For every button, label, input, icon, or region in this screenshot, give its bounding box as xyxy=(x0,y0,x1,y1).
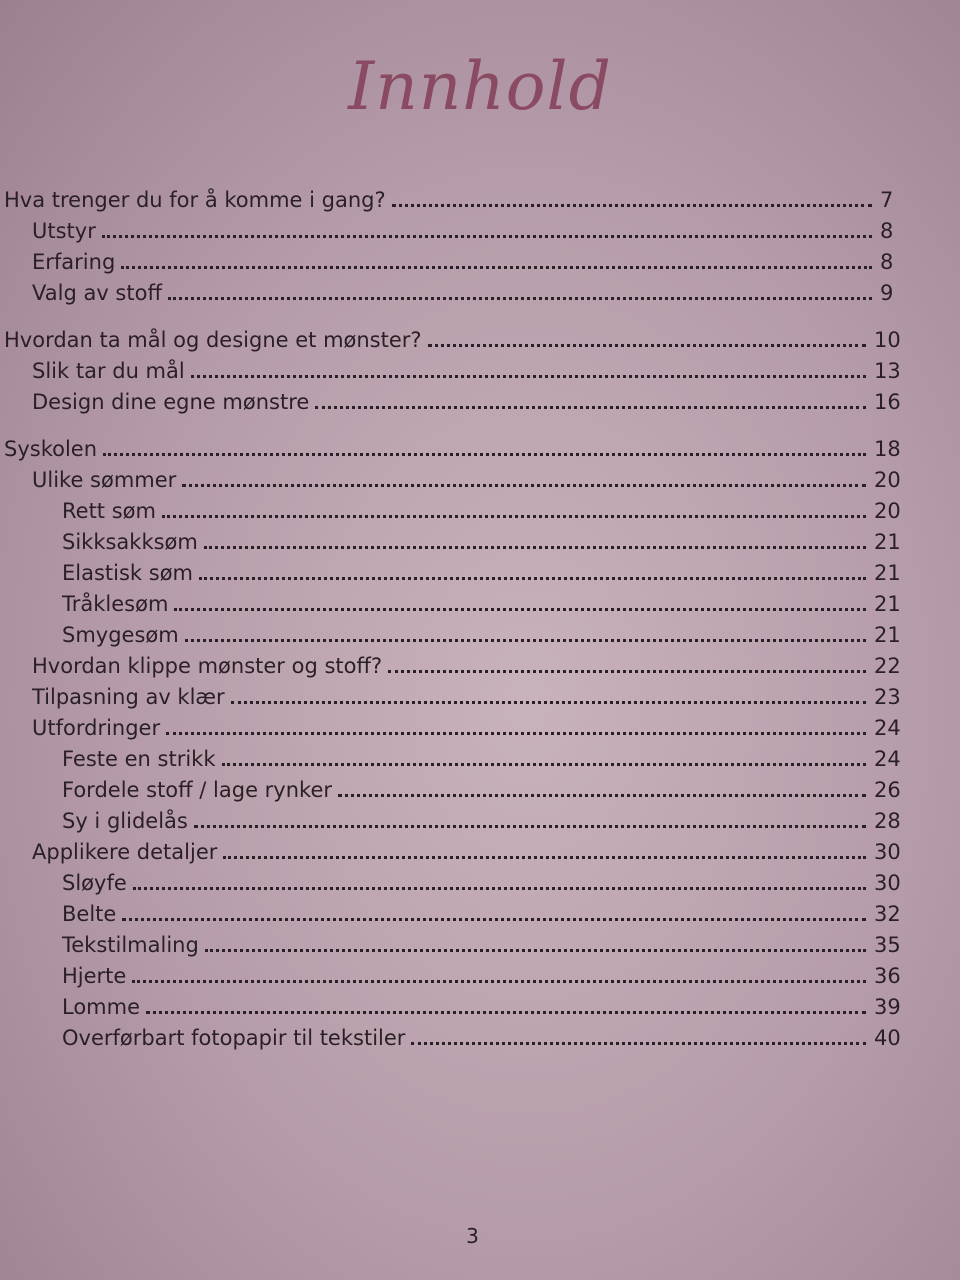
toc-entry xyxy=(0,431,960,462)
dot-leader xyxy=(103,452,866,456)
toc-entry-label: Hvordan ta mål og designe et mønster? xyxy=(4,328,422,352)
toc-entry-label: Feste en strikk xyxy=(62,747,216,771)
toc-entry-page: 8 xyxy=(880,219,894,243)
toc-entry xyxy=(0,803,960,834)
toc-entry-page: 26 xyxy=(874,778,901,802)
toc-entry-label: Valg av stoff xyxy=(32,281,162,305)
toc-entry xyxy=(0,617,960,648)
dot-leader xyxy=(191,374,866,378)
dot-leader xyxy=(205,948,866,952)
toc-section xyxy=(0,182,960,306)
toc-entry-page: 32 xyxy=(874,902,901,926)
table-of-contents xyxy=(0,182,960,1067)
dot-leader xyxy=(428,343,866,347)
dot-leader xyxy=(194,824,866,828)
toc-entry-page: 24 xyxy=(874,716,901,740)
toc-entry-page: 18 xyxy=(874,437,901,461)
dot-leader xyxy=(185,638,866,642)
toc-entry-page: 21 xyxy=(874,592,901,616)
dot-leader xyxy=(204,545,866,549)
toc-entry xyxy=(0,353,960,384)
toc-entry-page: 8 xyxy=(880,250,894,274)
toc-entry-label: Applikere detaljer xyxy=(32,840,218,864)
toc-section xyxy=(0,431,960,1051)
toc-entry xyxy=(0,384,960,415)
toc-entry-label: Tilpasning av klær xyxy=(32,685,225,709)
toc-entry-label: Lomme xyxy=(62,995,141,1019)
toc-entry xyxy=(0,1020,960,1051)
dot-leader xyxy=(132,979,866,983)
toc-entry xyxy=(0,524,960,555)
dot-leader xyxy=(162,514,866,518)
toc-entry-label: Hvordan klippe mønster og stoff? xyxy=(32,654,383,678)
toc-entry xyxy=(0,586,960,617)
toc-entry-page: 20 xyxy=(874,499,901,523)
toc-entry-label: Hjerte xyxy=(62,964,127,988)
toc-entry-page: 10 xyxy=(874,328,901,352)
page-title: Innhold xyxy=(348,48,612,125)
toc-entry xyxy=(0,213,960,244)
dot-leader xyxy=(146,1010,866,1014)
toc-entry-page: 24 xyxy=(874,747,901,771)
toc-entry xyxy=(0,244,960,275)
toc-entry xyxy=(0,679,960,710)
toc-entry-label: Tekstilmaling xyxy=(62,933,199,957)
dot-leader xyxy=(166,731,866,735)
toc-entry-label: Ulike sømmer xyxy=(32,468,177,492)
toc-entry xyxy=(0,462,960,493)
dot-leader xyxy=(121,265,872,269)
toc-entry-page: 30 xyxy=(874,840,901,864)
toc-entry xyxy=(0,772,960,803)
toc-entry-label: Sikksakksøm xyxy=(62,530,198,554)
dot-leader xyxy=(315,405,866,409)
dot-leader xyxy=(102,234,872,238)
toc-entry-page: 22 xyxy=(874,654,901,678)
toc-entry-label: Sløyfe xyxy=(62,871,127,895)
toc-entry-label: Overførbart fotopapir til tekstiler xyxy=(62,1026,406,1050)
toc-entry xyxy=(0,493,960,524)
toc-entry-page: 36 xyxy=(874,964,901,988)
dot-leader xyxy=(223,855,866,859)
dot-leader xyxy=(231,700,866,704)
toc-entry-page: 21 xyxy=(874,561,901,585)
toc-entry-page: 21 xyxy=(874,530,901,554)
toc-entry-page: 40 xyxy=(874,1026,901,1050)
toc-entry-label: Erfaring xyxy=(32,250,116,274)
page-number: 3 xyxy=(466,1224,479,1248)
toc-entry-label: Slik tar du mål xyxy=(32,359,185,383)
toc-entry-page: 13 xyxy=(874,359,901,383)
dot-leader xyxy=(168,296,872,300)
dot-leader xyxy=(174,607,866,611)
toc-entry xyxy=(0,834,960,865)
toc-entry-page: 28 xyxy=(874,809,901,833)
toc-entry xyxy=(0,927,960,958)
toc-entry-page: 16 xyxy=(874,390,901,414)
toc-entry xyxy=(0,710,960,741)
toc-entry-label: Utfordringer xyxy=(32,716,161,740)
dot-leader xyxy=(388,669,866,673)
dot-leader xyxy=(338,793,866,797)
toc-entry-page: 35 xyxy=(874,933,901,957)
toc-entry-label: Elastisk søm xyxy=(62,561,194,585)
dot-leader xyxy=(182,483,866,487)
toc-entry-label: Sy i glidelås xyxy=(62,809,188,833)
toc-entry-label: Syskolen xyxy=(4,437,98,461)
toc-entry-label: Utstyr xyxy=(32,219,96,243)
toc-entry-label: Design dine egne mønstre xyxy=(32,390,310,414)
toc-entry xyxy=(0,322,960,353)
toc-entry-label: Rett søm xyxy=(62,499,156,523)
toc-entry xyxy=(0,958,960,989)
toc-entry-page: 21 xyxy=(874,623,901,647)
dot-leader xyxy=(222,762,867,766)
toc-entry-page: 7 xyxy=(880,188,894,212)
toc-entry-page: 23 xyxy=(874,685,901,709)
toc-entry-label: Belte xyxy=(62,902,117,926)
toc-entry xyxy=(0,865,960,896)
toc-entry xyxy=(0,989,960,1020)
toc-entry xyxy=(0,182,960,213)
toc-entry-label: Tråklesøm xyxy=(62,592,169,616)
toc-entry xyxy=(0,741,960,772)
toc-entry-page: 9 xyxy=(880,281,894,305)
dot-leader xyxy=(411,1041,866,1045)
dot-leader xyxy=(392,203,872,207)
dot-leader xyxy=(133,886,866,890)
toc-entry-page: 20 xyxy=(874,468,901,492)
toc-entry xyxy=(0,555,960,586)
toc-entry-label: Fordele stoff / lage rynker xyxy=(62,778,333,802)
toc-entry-page: 30 xyxy=(874,871,901,895)
toc-entry-page: 39 xyxy=(874,995,901,1019)
dot-leader xyxy=(199,576,866,580)
toc-section xyxy=(0,322,960,415)
toc-entry xyxy=(0,896,960,927)
toc-entry xyxy=(0,648,960,679)
toc-entry-label: Smygesøm xyxy=(62,623,179,647)
dot-leader xyxy=(122,917,866,921)
toc-entry-label: Hva trenger du for å komme i gang? xyxy=(4,188,386,212)
toc-entry xyxy=(0,275,960,306)
